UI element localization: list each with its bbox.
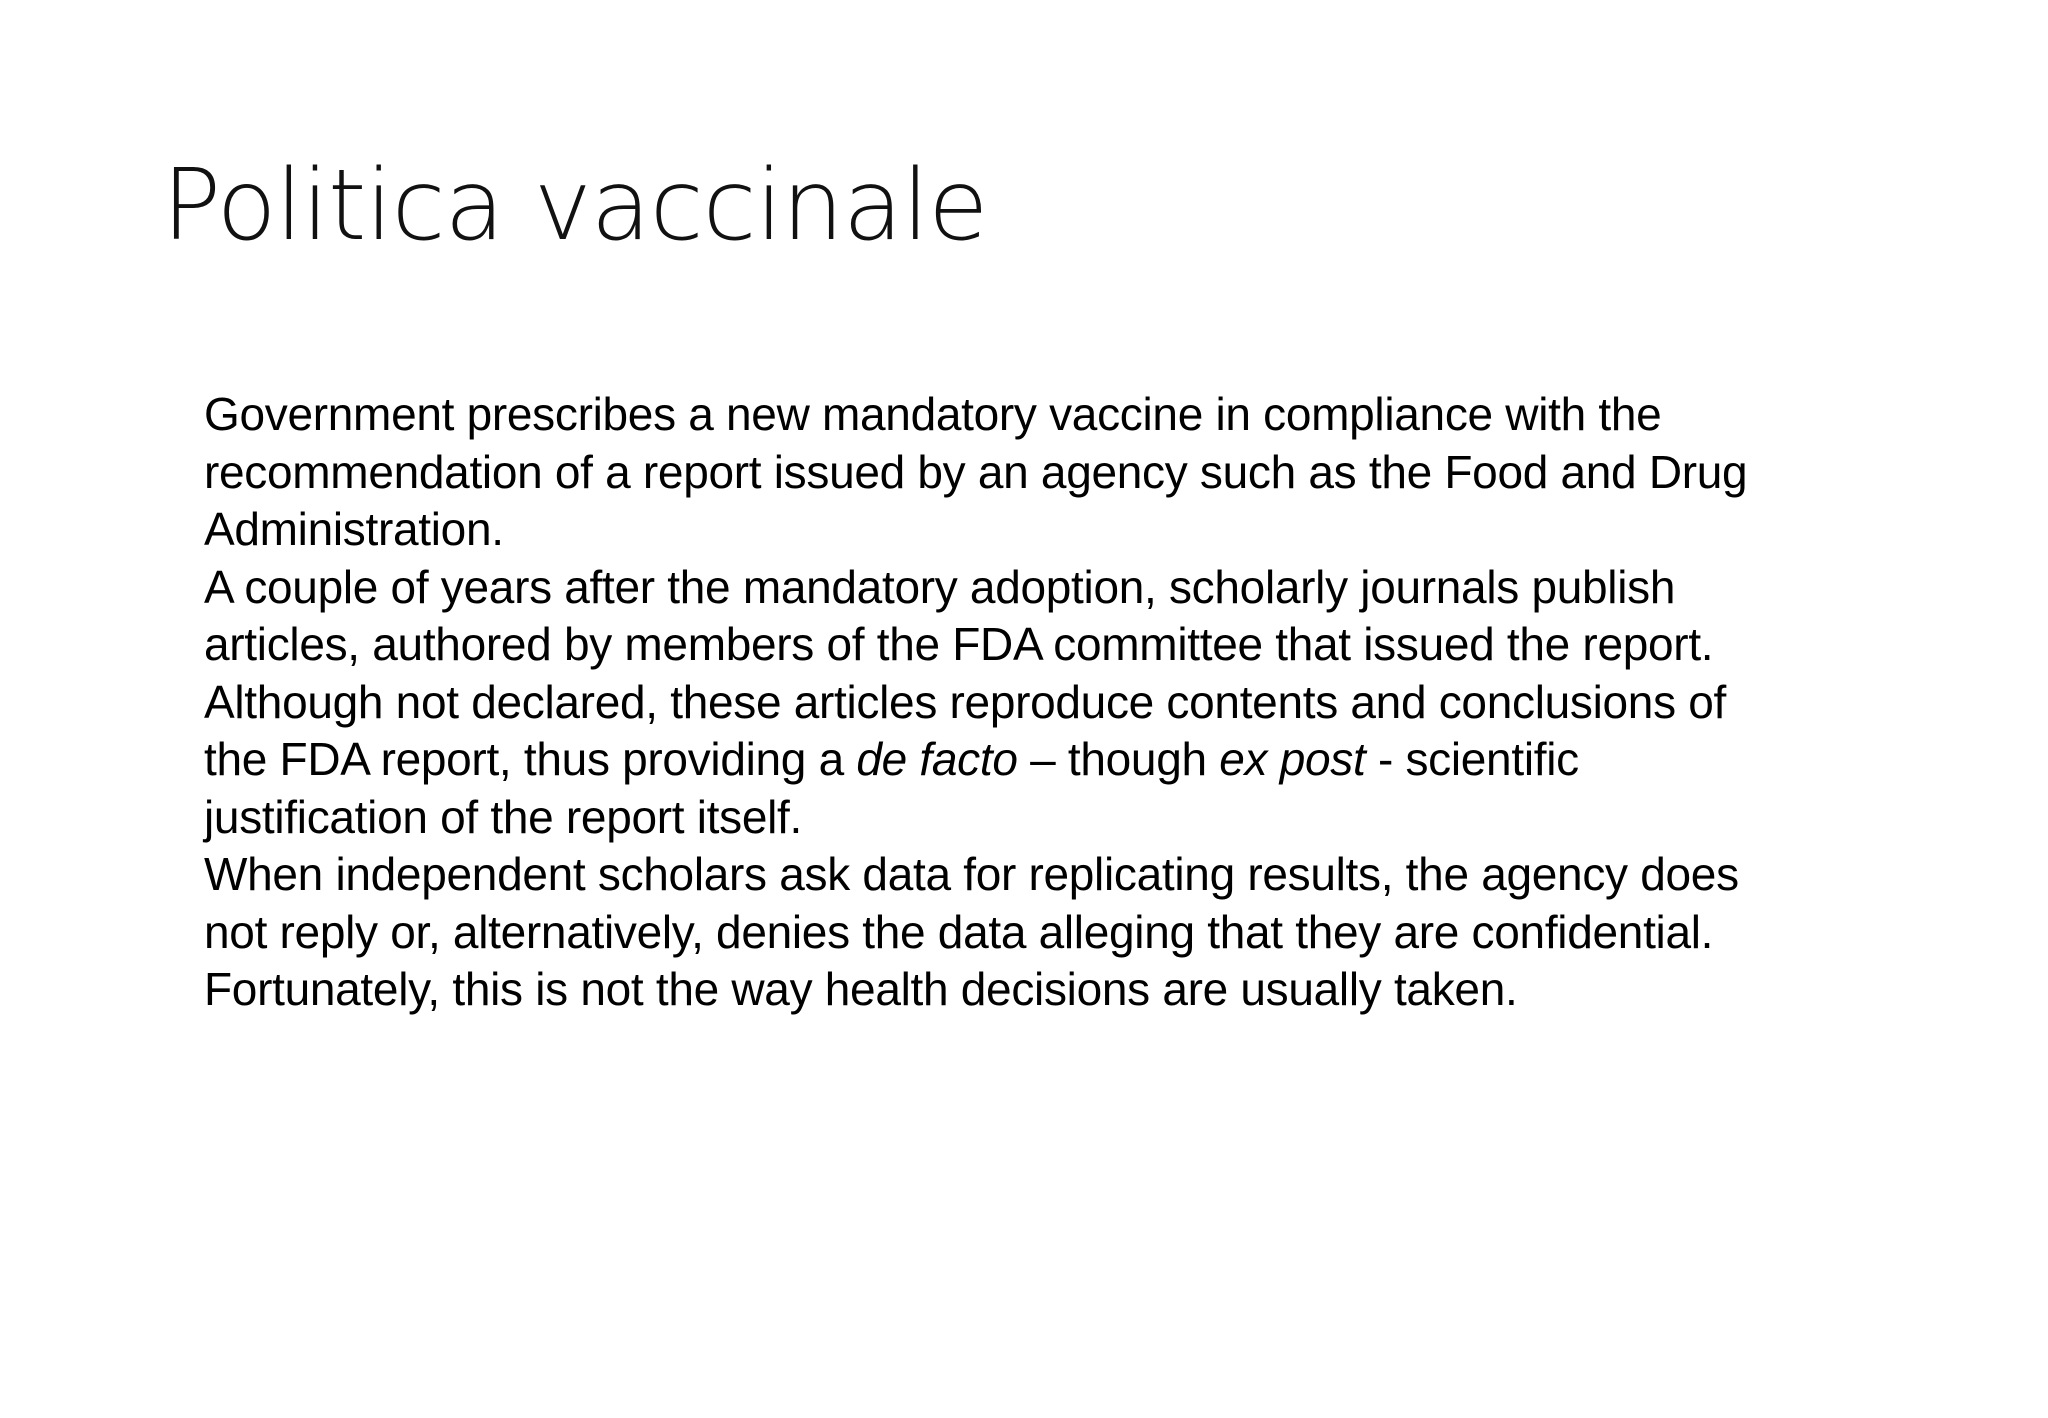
body-line: articles, authored by members of the FDA committee that issued the report. xyxy=(204,618,1714,670)
body-line: recommendation of a report issued by an agency such as the Food and Drug xyxy=(204,445,1748,498)
body-text-segment: – though xyxy=(1017,733,1220,785)
italic-term-ex-post: ex post xyxy=(1219,733,1366,785)
body-line: A couple of years after the mandatory adoption, scholarly journals publish xyxy=(204,560,1676,613)
body-line: Although not declared, these articles reproduce contents and conclusions of xyxy=(204,675,1727,728)
body-line: justification of the report itself. xyxy=(204,790,803,843)
body-line: Government prescribes a new mandatory vaccine in compliance with the xyxy=(204,388,1662,440)
slide-body xyxy=(204,386,1904,1019)
body-text-segment: the FDA report, thus providing a xyxy=(204,733,857,785)
body-text-segment: - scientific xyxy=(1365,733,1579,785)
italic-term-de-facto: de facto xyxy=(856,733,1018,785)
slide-title: Politica vaccinale xyxy=(162,149,988,263)
body-line: When independent scholars ask data for replicating results, the agency does xyxy=(204,848,1739,900)
body-line: not reply or, alternatively, denies the data alleging that they are confidential. xyxy=(204,905,1714,958)
body-line-mixed xyxy=(204,731,1904,789)
body-line: Fortunately, this is not the way health decisions are usually taken. xyxy=(204,963,1518,1015)
body-line: Administration. xyxy=(204,503,504,555)
